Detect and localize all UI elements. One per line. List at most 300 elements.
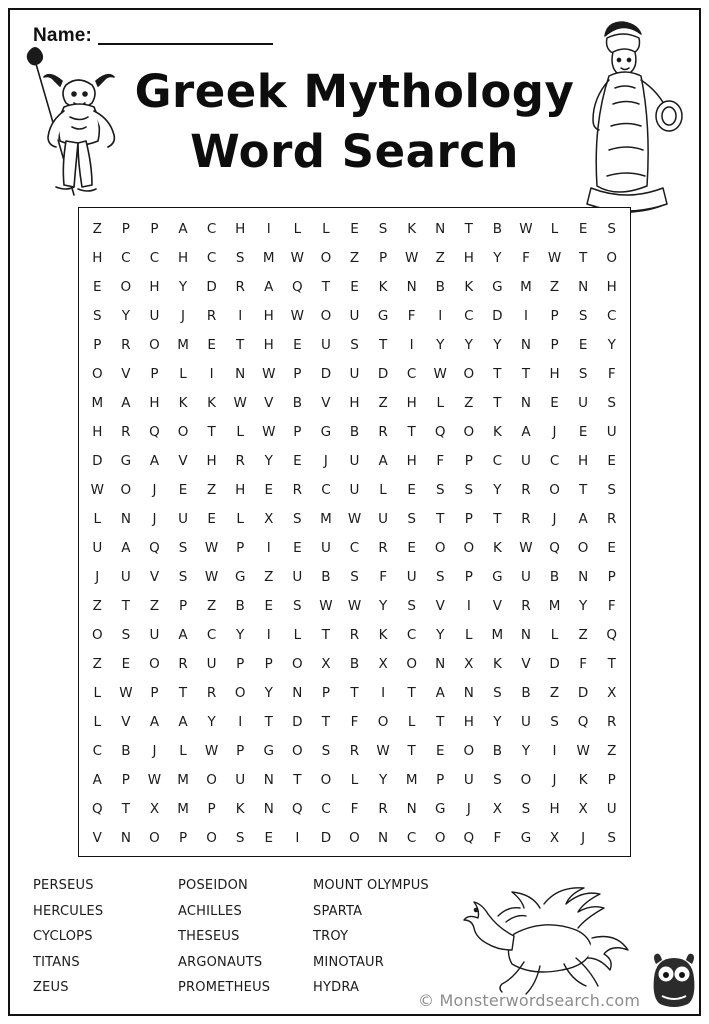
grid-cell[interactable]: I	[295, 829, 300, 846]
grid-cell[interactable]: T	[121, 800, 130, 817]
grid-cell[interactable]: N	[292, 684, 303, 701]
grid-cell[interactable]: R	[235, 452, 245, 469]
grid-cell[interactable]: N	[263, 771, 274, 788]
grid-cell[interactable]: F	[379, 568, 387, 585]
grid-cell[interactable]: M	[262, 249, 275, 266]
grid-cell[interactable]: N	[235, 365, 246, 382]
grid-cell[interactable]: Z	[549, 278, 560, 295]
grid-cell[interactable]: W	[347, 597, 362, 614]
grid-cell[interactable]: S	[521, 800, 531, 817]
grid-cell[interactable]: P	[121, 771, 130, 788]
grid-cell[interactable]: C	[121, 249, 131, 266]
grid-cell[interactable]: N	[520, 626, 532, 643]
grid-cell[interactable]: R	[607, 510, 617, 527]
grid-cell[interactable]: I	[466, 597, 471, 614]
grid-cell[interactable]: X	[264, 510, 274, 527]
grid-cell[interactable]: Z	[206, 481, 217, 498]
letter-grid[interactable]	[83, 214, 626, 852]
grid-cell[interactable]: I	[209, 365, 214, 382]
grid-cell[interactable]: U	[606, 423, 617, 440]
grid-cell[interactable]: Z	[264, 568, 274, 585]
grid-cell[interactable]: T	[578, 481, 588, 498]
grid-cell[interactable]: O	[463, 539, 475, 556]
grid-cell[interactable]: S	[607, 220, 616, 237]
grid-cell[interactable]: U	[349, 452, 360, 469]
grid-cell[interactable]: G	[120, 452, 132, 469]
grid-cell[interactable]: R	[349, 626, 360, 643]
grid-cell[interactable]: L	[322, 220, 330, 237]
grid-cell[interactable]: D	[206, 278, 217, 295]
grid-cell[interactable]: W	[576, 742, 590, 759]
grid-cell[interactable]: U	[349, 365, 360, 382]
grid-cell[interactable]: P	[550, 307, 559, 324]
grid-cell[interactable]: N	[263, 800, 274, 817]
grid-cell[interactable]: Z	[578, 626, 588, 643]
grid-cell[interactable]: K	[464, 278, 474, 295]
grid-cell[interactable]: X	[321, 655, 331, 672]
grid-cell[interactable]: E	[407, 481, 416, 498]
grid-cell[interactable]: P	[178, 829, 188, 846]
grid-cell[interactable]: S	[578, 365, 588, 382]
grid-cell[interactable]: N	[378, 829, 389, 846]
grid-cell[interactable]: O	[120, 481, 132, 498]
grid-cell[interactable]: U	[292, 568, 303, 585]
grid-cell[interactable]: Y	[436, 626, 445, 643]
grid-cell[interactable]: S	[607, 481, 616, 498]
grid-cell[interactable]: S	[293, 597, 302, 614]
grid-cell[interactable]: H	[149, 278, 160, 295]
grid-cell[interactable]: A	[178, 220, 188, 237]
grid-cell[interactable]: Y	[493, 336, 502, 353]
grid-cell[interactable]: N	[406, 278, 417, 295]
grid-cell[interactable]: Y	[207, 713, 216, 730]
grid-cell[interactable]: U	[92, 539, 103, 556]
grid-cell[interactable]: P	[236, 539, 245, 556]
grid-cell[interactable]: W	[319, 597, 333, 614]
grid-cell[interactable]: N	[406, 800, 417, 817]
grid-cell[interactable]: D	[577, 684, 589, 701]
grid-cell[interactable]: K	[207, 394, 217, 411]
grid-cell[interactable]: E	[578, 220, 588, 237]
grid-cell[interactable]: P	[264, 655, 273, 672]
grid-cell[interactable]: X	[607, 684, 617, 701]
grid-cell[interactable]: O	[91, 365, 103, 382]
grid-cell[interactable]: O	[320, 771, 332, 788]
grid-cell[interactable]: L	[236, 423, 244, 440]
word-search-grid[interactable]	[78, 207, 631, 857]
grid-cell[interactable]: N	[120, 829, 131, 846]
grid-cell[interactable]: E	[178, 481, 188, 498]
grid-cell[interactable]: H	[406, 394, 417, 411]
grid-cell[interactable]: G	[234, 568, 246, 585]
grid-cell[interactable]: M	[405, 771, 418, 788]
grid-cell[interactable]: Y	[578, 597, 588, 614]
grid-cell[interactable]: T	[264, 713, 273, 730]
grid-cell[interactable]: O	[349, 829, 360, 846]
grid-cell[interactable]: O	[206, 771, 217, 788]
grid-cell[interactable]: E	[293, 452, 302, 469]
grid-cell[interactable]: L	[350, 771, 359, 788]
grid-cell[interactable]: O	[434, 539, 446, 556]
grid-cell[interactable]: J	[152, 742, 157, 759]
grid-cell[interactable]: P	[150, 365, 159, 382]
grid-cell[interactable]: I	[238, 307, 243, 324]
grid-cell[interactable]: W	[547, 249, 562, 266]
grid-cell[interactable]: M	[177, 800, 189, 817]
grid-cell[interactable]: F	[579, 655, 587, 672]
grid-cell[interactable]: H	[177, 249, 189, 266]
grid-cell[interactable]: K	[492, 655, 502, 672]
grid-cell[interactable]: C	[606, 307, 617, 324]
grid-cell[interactable]: N	[520, 336, 532, 353]
grid-cell[interactable]: B	[492, 742, 503, 759]
grid-cell[interactable]: Y	[264, 452, 273, 469]
grid-cell[interactable]: N	[435, 220, 446, 237]
grid-cell[interactable]: P	[236, 655, 245, 672]
grid-cell[interactable]: D	[549, 655, 560, 672]
grid-cell[interactable]: K	[378, 278, 388, 295]
grid-cell[interactable]: K	[407, 220, 417, 237]
grid-cell[interactable]: J	[95, 568, 100, 585]
grid-cell[interactable]: N	[578, 568, 589, 585]
grid-cell[interactable]: R	[378, 539, 388, 556]
grid-cell[interactable]: T	[436, 510, 445, 527]
grid-cell[interactable]: T	[493, 365, 502, 382]
grid-cell[interactable]: L	[550, 220, 559, 237]
grid-cell[interactable]: V	[149, 568, 160, 585]
grid-cell[interactable]: C	[406, 626, 417, 643]
grid-cell[interactable]: I	[266, 220, 271, 237]
grid-cell[interactable]: H	[92, 423, 103, 440]
grid-cell[interactable]: Z	[349, 249, 360, 266]
grid-cell[interactable]: K	[578, 771, 588, 788]
grid-cell[interactable]: P	[293, 365, 302, 382]
grid-cell[interactable]: X	[549, 829, 560, 846]
grid-cell[interactable]: G	[492, 278, 503, 295]
grid-cell[interactable]: Y	[236, 626, 245, 643]
grid-cell[interactable]: N	[463, 684, 474, 701]
grid-cell[interactable]: M	[520, 278, 532, 295]
grid-cell[interactable]: T	[350, 684, 359, 701]
grid-cell[interactable]: P	[378, 249, 388, 266]
grid-cell[interactable]: U	[320, 336, 331, 353]
grid-cell[interactable]: R	[378, 800, 388, 817]
grid-cell[interactable]: S	[550, 713, 559, 730]
grid-cell[interactable]: O	[463, 742, 475, 759]
grid-cell[interactable]: P	[436, 771, 445, 788]
grid-cell[interactable]: L	[179, 365, 187, 382]
grid-cell[interactable]: A	[521, 423, 531, 440]
grid-cell[interactable]: P	[464, 568, 473, 585]
grid-cell[interactable]: A	[264, 278, 274, 295]
grid-cell[interactable]: Y	[521, 742, 531, 759]
grid-cell[interactable]: P	[93, 336, 102, 353]
grid-cell[interactable]: U	[606, 800, 617, 817]
grid-cell[interactable]: Q	[549, 539, 560, 556]
grid-cell[interactable]: O	[549, 481, 560, 498]
grid-cell[interactable]: Y	[264, 684, 273, 701]
grid-cell[interactable]: U	[578, 394, 589, 411]
grid-cell[interactable]: Y	[493, 481, 502, 498]
grid-cell[interactable]: E	[435, 742, 445, 759]
grid-cell[interactable]: T	[436, 713, 445, 730]
grid-cell[interactable]: J	[552, 423, 557, 440]
grid-cell[interactable]: S	[607, 394, 616, 411]
grid-cell[interactable]: O	[149, 336, 160, 353]
grid-cell[interactable]: T	[493, 510, 502, 527]
grid-cell[interactable]: Y	[121, 307, 130, 324]
grid-cell[interactable]: V	[264, 394, 274, 411]
grid-cell[interactable]: H	[406, 452, 417, 469]
grid-cell[interactable]: J	[323, 452, 328, 469]
grid-cell[interactable]: Q	[577, 713, 589, 730]
grid-cell[interactable]: X	[492, 800, 502, 817]
grid-cell[interactable]: Q	[149, 423, 160, 440]
grid-cell[interactable]: Y	[493, 249, 502, 266]
grid-cell[interactable]: U	[320, 539, 331, 556]
grid-cell[interactable]: B	[121, 742, 131, 759]
grid-cell[interactable]: S	[435, 568, 445, 585]
grid-cell[interactable]: O	[91, 626, 103, 643]
grid-cell[interactable]: N	[578, 278, 589, 295]
grid-cell[interactable]: T	[207, 423, 216, 440]
grid-cell[interactable]: J	[552, 771, 557, 788]
grid-cell[interactable]: C	[349, 539, 360, 556]
grid-cell[interactable]: O	[149, 829, 160, 846]
grid-cell[interactable]: W	[404, 249, 419, 266]
grid-cell[interactable]: Z	[435, 249, 445, 266]
grid-cell[interactable]: V	[435, 597, 445, 614]
grid-cell[interactable]: M	[91, 394, 104, 411]
grid-cell[interactable]: C	[149, 249, 160, 266]
grid-cell[interactable]: L	[379, 481, 387, 498]
grid-cell[interactable]: W	[347, 510, 362, 527]
grid-cell[interactable]: K	[492, 539, 502, 556]
grid-cell[interactable]: H	[463, 713, 474, 730]
grid-cell[interactable]: U	[521, 452, 531, 469]
grid-cell[interactable]: C	[406, 365, 417, 382]
grid-cell[interactable]: M	[177, 336, 189, 353]
grid-cell[interactable]: R	[206, 307, 217, 324]
grid-cell[interactable]: L	[236, 510, 244, 527]
grid-cell[interactable]: S	[578, 307, 588, 324]
grid-cell[interactable]: S	[121, 626, 131, 643]
grid-cell[interactable]: I	[438, 307, 443, 324]
grid-cell[interactable]: F	[407, 307, 416, 324]
grid-cell[interactable]: O	[206, 829, 217, 846]
grid-cell[interactable]: S	[464, 481, 474, 498]
grid-cell[interactable]: R	[292, 481, 303, 498]
grid-cell[interactable]: E	[607, 452, 616, 469]
grid-cell[interactable]: Y	[464, 336, 473, 353]
grid-cell[interactable]: A	[378, 452, 388, 469]
grid-cell[interactable]: E	[578, 423, 588, 440]
grid-cell[interactable]: P	[464, 510, 473, 527]
grid-cell[interactable]: U	[120, 568, 131, 585]
grid-cell[interactable]: T	[378, 336, 388, 353]
grid-cell[interactable]: T	[321, 713, 331, 730]
grid-cell[interactable]: P	[150, 220, 159, 237]
grid-cell[interactable]: F	[436, 452, 445, 469]
grid-cell[interactable]: E	[207, 336, 216, 353]
grid-cell[interactable]: S	[321, 742, 331, 759]
grid-cell[interactable]: E	[264, 829, 274, 846]
grid-cell[interactable]: O	[177, 423, 189, 440]
grid-cell[interactable]: T	[464, 220, 473, 237]
grid-cell[interactable]: R	[235, 278, 245, 295]
grid-cell[interactable]: B	[492, 220, 503, 237]
grid-cell[interactable]: B	[521, 684, 531, 701]
grid-cell[interactable]: H	[206, 452, 217, 469]
grid-cell[interactable]: Y	[378, 771, 388, 788]
grid-cell[interactable]: U	[463, 771, 474, 788]
grid-cell[interactable]: O	[606, 249, 618, 266]
grid-cell[interactable]: X	[149, 800, 160, 817]
grid-cell[interactable]: L	[93, 510, 102, 527]
grid-cell[interactable]: P	[607, 771, 616, 788]
grid-cell[interactable]: Z	[206, 597, 217, 614]
grid-cell[interactable]: T	[521, 365, 531, 382]
grid-cell[interactable]: Q	[292, 800, 303, 817]
grid-cell[interactable]: H	[92, 249, 103, 266]
grid-cell[interactable]: R	[521, 510, 531, 527]
grid-cell[interactable]: F	[350, 800, 359, 817]
grid-cell[interactable]: R	[378, 423, 388, 440]
grid-cell[interactable]: B	[292, 394, 302, 411]
grid-cell[interactable]: U	[149, 626, 160, 643]
grid-cell[interactable]: A	[149, 452, 160, 469]
grid-cell[interactable]: G	[320, 423, 332, 440]
grid-cell[interactable]: W	[519, 220, 533, 237]
grid-cell[interactable]: S	[378, 220, 388, 237]
grid-cell[interactable]: Z	[464, 394, 474, 411]
grid-cell[interactable]: P	[464, 452, 473, 469]
grid-cell[interactable]: O	[320, 307, 332, 324]
grid-cell[interactable]: R	[607, 713, 617, 730]
grid-cell[interactable]: Y	[436, 336, 445, 353]
grid-cell[interactable]: V	[92, 829, 102, 846]
grid-cell[interactable]: H	[549, 800, 560, 817]
grid-cell[interactable]: C	[92, 742, 102, 759]
grid-cell[interactable]: D	[320, 365, 332, 382]
grid-cell[interactable]: A	[178, 713, 188, 730]
grid-cell[interactable]: P	[207, 800, 216, 817]
grid-cell[interactable]: P	[321, 684, 330, 701]
grid-cell[interactable]: C	[321, 481, 331, 498]
grid-cell[interactable]: G	[434, 800, 446, 817]
grid-cell[interactable]: Z	[378, 394, 388, 411]
grid-cell[interactable]: W	[262, 423, 276, 440]
grid-cell[interactable]: I	[552, 742, 557, 759]
grid-cell[interactable]: Y	[493, 713, 502, 730]
grid-cell[interactable]: K	[378, 626, 388, 643]
grid-cell[interactable]: V	[121, 365, 131, 382]
grid-cell[interactable]: E	[207, 510, 216, 527]
grid-cell[interactable]: L	[293, 220, 302, 237]
grid-cell[interactable]: H	[349, 394, 360, 411]
grid-cell[interactable]: P	[178, 597, 188, 614]
grid-cell[interactable]: I	[266, 626, 271, 643]
grid-cell[interactable]: V	[492, 597, 502, 614]
grid-cell[interactable]: E	[121, 655, 131, 672]
grid-cell[interactable]: T	[321, 278, 331, 295]
grid-cell[interactable]: O	[406, 655, 417, 672]
grid-cell[interactable]: W	[290, 249, 305, 266]
grid-cell[interactable]: O	[577, 539, 589, 556]
grid-cell[interactable]: A	[149, 713, 160, 730]
grid-cell[interactable]: E	[350, 220, 359, 237]
grid-cell[interactable]: L	[179, 742, 187, 759]
grid-cell[interactable]: E	[350, 278, 359, 295]
grid-cell[interactable]: S	[178, 539, 188, 556]
grid-cell[interactable]: E	[407, 539, 416, 556]
grid-cell[interactable]: A	[121, 394, 131, 411]
grid-cell[interactable]: O	[320, 249, 332, 266]
grid-cell[interactable]: H	[263, 336, 274, 353]
grid-cell[interactable]: E	[550, 394, 559, 411]
grid-cell[interactable]: V	[521, 655, 531, 672]
grid-cell[interactable]: U	[206, 655, 217, 672]
grid-cell[interactable]: P	[236, 742, 245, 759]
grid-cell[interactable]: W	[262, 365, 276, 382]
grid-cell[interactable]: Y	[607, 336, 616, 353]
grid-cell[interactable]: A	[92, 771, 102, 788]
grid-cell[interactable]: R	[521, 597, 531, 614]
grid-cell[interactable]: C	[406, 829, 417, 846]
grid-cell[interactable]: Z	[92, 597, 102, 614]
grid-cell[interactable]: C	[206, 220, 217, 237]
grid-cell[interactable]: T	[407, 742, 416, 759]
grid-cell[interactable]: T	[407, 423, 416, 440]
grid-cell[interactable]: Z	[607, 742, 617, 759]
grid-cell[interactable]: L	[436, 394, 444, 411]
grid-cell[interactable]: C	[206, 626, 217, 643]
grid-cell[interactable]: I	[523, 307, 528, 324]
grid-cell[interactable]: D	[377, 365, 389, 382]
grid-cell[interactable]: E	[264, 597, 274, 614]
grid-cell[interactable]: W	[376, 742, 390, 759]
grid-cell[interactable]: O	[292, 742, 303, 759]
grid-cell[interactable]: R	[178, 655, 188, 672]
grid-cell[interactable]: W	[90, 481, 104, 498]
grid-cell[interactable]: M	[320, 510, 332, 527]
grid-cell[interactable]: O	[434, 829, 446, 846]
grid-cell[interactable]: W	[204, 539, 219, 556]
grid-cell[interactable]: G	[263, 742, 274, 759]
grid-cell[interactable]: N	[120, 510, 131, 527]
grid-cell[interactable]: T	[236, 336, 245, 353]
grid-cell[interactable]: B	[349, 655, 360, 672]
grid-cell[interactable]: E	[293, 539, 302, 556]
grid-cell[interactable]: V	[178, 452, 188, 469]
grid-cell[interactable]: H	[235, 481, 246, 498]
grid-cell[interactable]: Q	[292, 278, 303, 295]
grid-cell[interactable]: B	[235, 597, 245, 614]
grid-cell[interactable]: B	[435, 278, 445, 295]
grid-cell[interactable]: L	[407, 713, 416, 730]
grid-cell[interactable]: S	[178, 568, 188, 585]
grid-cell[interactable]: N	[435, 655, 446, 672]
grid-cell[interactable]: L	[93, 713, 102, 730]
grid-cell[interactable]: H	[463, 249, 474, 266]
grid-cell[interactable]: U	[349, 307, 360, 324]
grid-cell[interactable]: U	[521, 568, 531, 585]
grid-cell[interactable]: Q	[149, 539, 160, 556]
grid-cell[interactable]: E	[264, 481, 274, 498]
grid-cell[interactable]: R	[121, 336, 131, 353]
grid-cell[interactable]: P	[293, 423, 302, 440]
grid-cell[interactable]: N	[520, 394, 532, 411]
